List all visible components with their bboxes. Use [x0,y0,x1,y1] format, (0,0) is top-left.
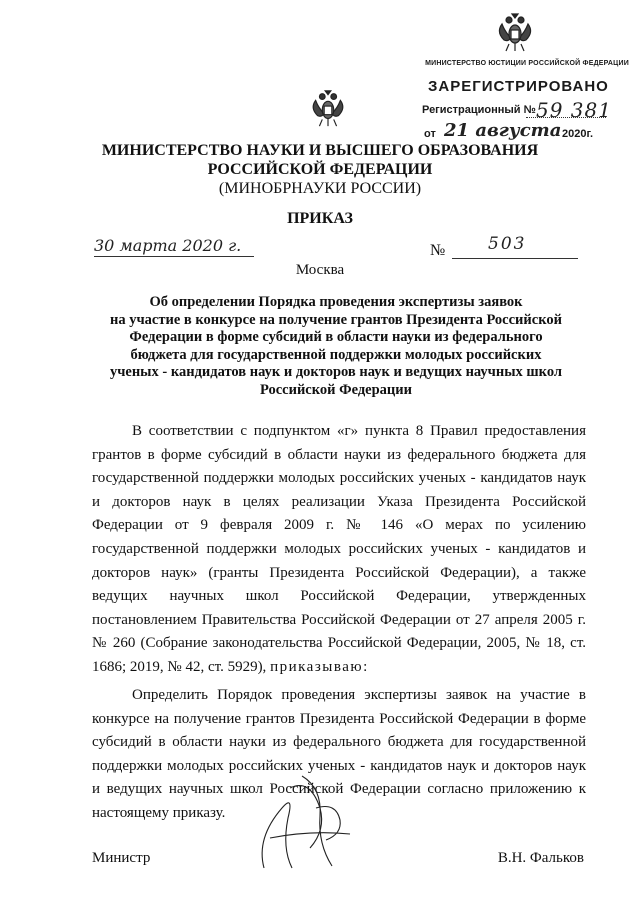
subject-line: на участие в конкурсе на получение грантов Президента Российской [110,311,562,328]
ministry-name-line2: РОССИЙСКОЙ ФЕДЕРАЦИИ [207,161,433,178]
body-paragraph-2: Определить Порядок проведения экспертизы заявок на участие в конкурсе на получение грантов Президента Российской Федерации в форме субсидий в области науки из федерального бюджета для государственной поддержки молодых российских ученых - кандидатов наук и докторов наук и ведущих научных школ Российской Федерации согласно приложению к настоящему приказу. [92,687,586,821]
order-city: Москва [295,262,345,278]
ministry-name-line1: МИНИСТЕРСТВО НАУКИ И ВЫСШЕГО ОБРАЗОВАНИЯ [101,142,539,159]
body-paragraph-1 [92,420,586,680]
stamp-ministry: МИНИСТЕРСТВО ЮСТИЦИИ РОССИЙСКОЙ ФЕДЕРАЦИИ [425,60,629,67]
order-date-line [94,256,254,257]
order-title: ПРИКАЗ [287,210,353,227]
stamp-reg-number-label: Регистрационный № [422,104,536,116]
stamp-registered: ЗАРЕГИСТРИРОВАНО [428,78,609,95]
stamp-reg-date: 21 августа [444,120,562,141]
subject-line: Российской Федерации [259,381,412,398]
stamp-date-prefix: от [424,128,436,140]
order-number: 503 [488,234,527,254]
paragraph-1-text: В соответствии с подпунктом «г» пункта 8 Правил предоставления грантов в форме субсидий в области науки из федерального бюджета для государственной поддержки молодых российских ученых - кандидатов наук и докторов наук в целях реализации Указа Президента Российской Федерации от 9 февраля 2009 г. № 146 «О мерах по усилению государственной поддержки молодых российских ученых - кандидатов и докторов наук» (гранты Президента Российской Федерации), а также ведущих научных школ Российской Федерации, утвержденных постановлением Правительства Российской Федерации от 27 апреля 2005 г. № 260 (Собрание законодательства Российской Федерации, 2005, № 18, ст. 1686; 2019, № 42, ст. 5929), [92,423,586,675]
order-word: приказываю: [270,658,369,675]
signatory-name: В.Н. Фальков [497,850,584,866]
signatory-position: Министр [92,850,151,866]
ministry-emblem-icon [308,86,348,130]
subject-line: Федерации в форме субсидий в области науки из федерального [129,329,543,345]
order-subject [92,294,580,399]
stamp-reg-year: 2020г. [562,128,594,140]
ministry-short-name: (МИНОБРНАУКИ РОССИИ) [218,180,422,197]
order-date: 30 марта 2020 г. [94,236,242,255]
order-number-line [452,258,578,259]
stamp-reg-number: 59 381 [536,98,612,122]
order-number-label: № [430,242,446,259]
subject-line: бюджета для государственной поддержки молодых российских [130,346,542,363]
handwritten-signature-icon [250,768,370,883]
justice-emblem-icon [494,10,536,54]
registration-stamp [418,60,636,150]
subject-line: Об определении Порядка проведения экспертизы заявок [149,294,523,310]
subject-line: ученых - кандидатов наук и докторов наук и ведущих научных школ [109,364,563,380]
